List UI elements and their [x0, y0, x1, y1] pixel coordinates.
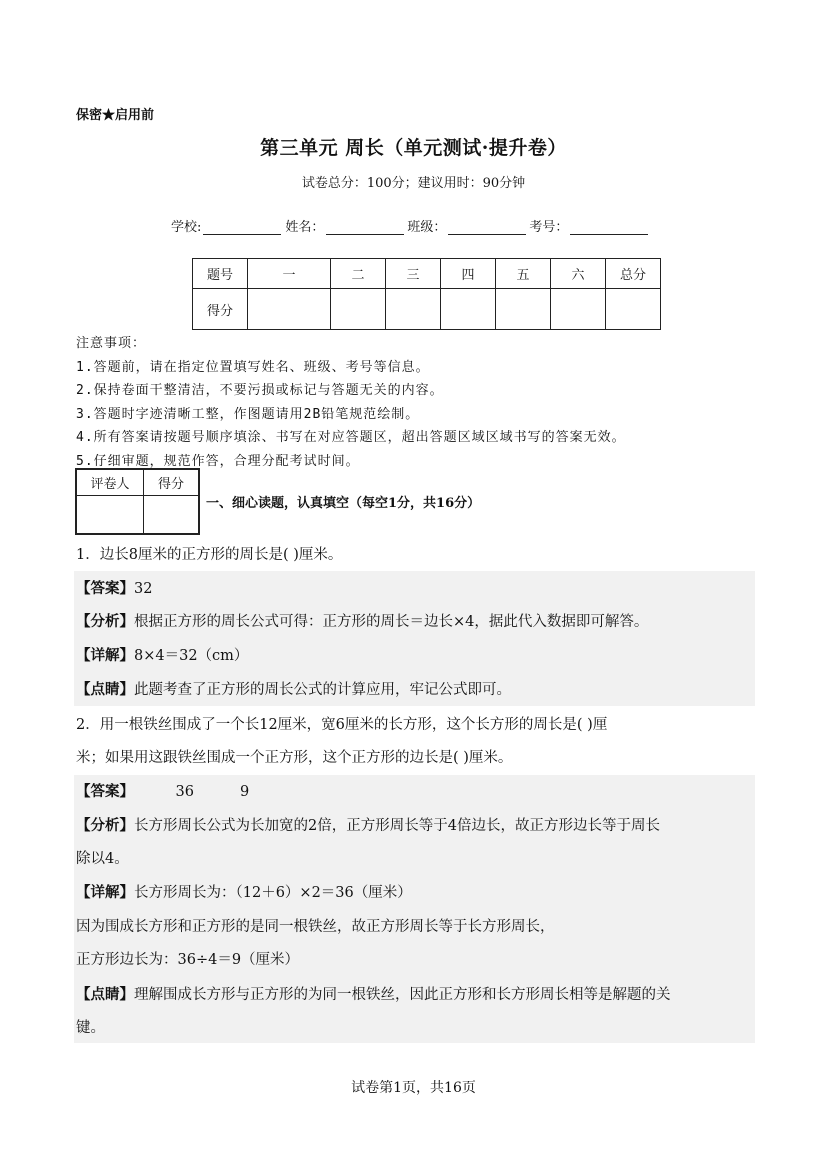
name-blank[interactable] [326, 220, 404, 235]
score-row-label: 得分 [193, 289, 248, 330]
notes-block [76, 332, 626, 473]
score-cell[interactable] [551, 289, 606, 330]
detail-tag: 【详解】 [76, 884, 134, 901]
answer-tag: 【答案】 [76, 783, 134, 800]
question-2-stem-line2: 米；如果用这跟铁丝围成一个正方形，这个正方形的边长是( )厘米。 [76, 750, 513, 766]
comment-tag: 【点睛】 [76, 681, 134, 698]
score-header-cell: 五 [496, 259, 551, 289]
score-header-cell: 题号 [193, 259, 248, 289]
notes-item: 5.仔细审题，规范作答，合理分配考试时间。 [76, 453, 360, 469]
score-cell[interactable] [496, 289, 551, 330]
score-header-cell: 二 [331, 259, 386, 289]
q1-detail-line [76, 644, 248, 665]
score-header-cell: 一 [248, 259, 331, 289]
q2-analysis-line [76, 814, 660, 835]
page-title: 第三单元 周长（单元测试·提升卷） [260, 137, 567, 159]
q2-comment-1: 理解围成长方形与正方形的为同一根铁丝，因此正方形和长方形周长相等是解题的关 [134, 987, 671, 1003]
q2-answer: 36 9 [134, 784, 250, 800]
q1-answer: 32 [134, 581, 153, 597]
q1-analysis: 根据正方形的周长公式可得：正方形的周长＝边长×4，据此代入数据即可解答。 [134, 614, 649, 630]
notes-item: 2.保持卷面干整清洁，不要污损或标记与答题无关的内容。 [76, 383, 444, 398]
q1-comment: 此题考查了正方形的周长公式的计算应用，牢记公式即可。 [134, 682, 511, 698]
score-cell[interactable] [606, 289, 661, 330]
score-table [192, 258, 661, 330]
q2-detail-line3: 正方形边长为：36÷4＝9（厘米） [76, 952, 300, 968]
q2-analysis-line2: 除以4。 [76, 851, 129, 867]
class-blank[interactable] [448, 220, 526, 235]
detail-tag: 【详解】 [76, 647, 134, 664]
notes-item: 4.所有答案请按题号顺序填涂、书写在对应答题区，超出答题区域区域书写的答案无效。 [76, 430, 626, 445]
notes-item: 1.答题前，请在指定位置填写姓名、班级、考号等信息。 [76, 359, 430, 375]
exam-no-label: 考号： [529, 220, 569, 235]
q2-analysis-1: 长方形周长公式为长加宽的2倍，正方形周长等于4倍边长，故正方形边长等于周长 [134, 818, 660, 834]
name-label: 姓名： [285, 220, 325, 235]
answer-tag: 【答案】 [76, 580, 134, 597]
score-header-cell: 四 [441, 259, 496, 289]
q2-detail-line2: 因为围成长方形和正方形的是同一根铁丝，故正方形周长等于长方形周长， [76, 919, 555, 935]
score-header-cell: 六 [551, 259, 606, 289]
q1-answer-line [76, 577, 152, 598]
exam-subtitle: 试卷总分：100分；建议用时：90分钟 [301, 176, 526, 191]
q2-comment-line2: 键。 [76, 1020, 105, 1036]
grader-cell[interactable] [76, 496, 144, 535]
score-header-cell: 总分 [606, 259, 661, 289]
grader-label: 评卷人 [76, 469, 144, 496]
grader-score-cell[interactable] [144, 496, 200, 535]
section-heading: 一、细心读题，认真填空（每空1分，共16分） [206, 496, 481, 511]
class-label: 班级： [407, 220, 447, 235]
q1-analysis-line [76, 610, 648, 631]
notes-title: 注意事项： [76, 336, 147, 351]
grader-table [75, 468, 200, 535]
score-cell[interactable] [386, 289, 441, 330]
school-label: 学校: [171, 220, 202, 235]
question-1-stem: 1．边长8厘米的正方形的周长是( )厘米。 [76, 547, 343, 563]
notes-item: 3.答题时字迹清晰工整，作图题请用2B铅笔规范绘制。 [76, 406, 420, 422]
score-cell[interactable] [248, 289, 331, 330]
exam-no-blank[interactable] [570, 220, 648, 235]
question-2-stem-line1: 2．用一根铁丝围成了一个长12厘米，宽6厘米的长方形，这个长方形的周长是( )厘 [76, 717, 608, 733]
q2-comment-line [76, 983, 671, 1004]
q2-answer-line [76, 780, 249, 801]
q2-detail-line [76, 881, 412, 902]
score-header-cell: 三 [386, 259, 441, 289]
grader-score-label: 得分 [144, 469, 200, 496]
q1-detail: 8×4＝32（cm） [134, 648, 249, 664]
page-footer: 试卷第1页，共16页 [351, 1080, 476, 1096]
q1-comment-line [76, 678, 511, 699]
q2-detail-1: 长方形周长为：（12＋6）×2＝36（厘米） [134, 885, 412, 901]
student-info-line [171, 216, 648, 235]
score-cell[interactable] [441, 289, 496, 330]
score-cell[interactable] [331, 289, 386, 330]
analysis-tag: 【分析】 [76, 613, 134, 630]
comment-tag: 【点睛】 [76, 986, 134, 1003]
analysis-tag: 【分析】 [76, 817, 134, 834]
confidential-label: 保密★启用前 [76, 108, 155, 123]
school-blank[interactable] [203, 220, 281, 235]
